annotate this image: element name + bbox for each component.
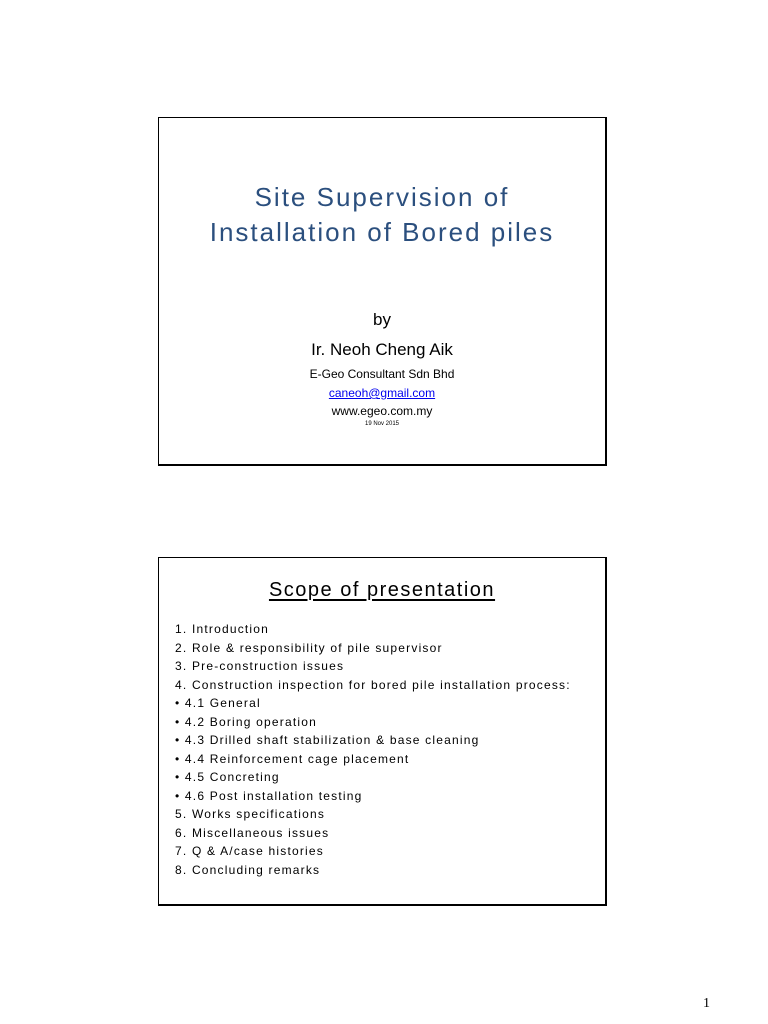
list-item: 8. Concluding remarks	[175, 862, 321, 877]
list-item: • 4.2 Boring operation	[175, 714, 318, 729]
list-item: 1. Introduction	[175, 622, 270, 636]
list-item: • 4.6 Post installation testing	[175, 788, 363, 803]
scope-list	[175, 620, 571, 879]
website-text: www.egeo.com.my	[331, 404, 433, 418]
by-label: by	[373, 310, 391, 329]
presentation-title	[159, 180, 605, 250]
list-item: • 4.1 General	[175, 696, 261, 710]
presentation-date: 19 Nov 2015	[364, 421, 400, 427]
list-item: • 4.3 Drilled shaft stabilization & base cleaning	[175, 733, 480, 747]
list-item: 7. Q & A/case histories	[175, 844, 324, 858]
company-name: E-Geo Consultant Sdn Bhd	[309, 367, 455, 381]
email-row	[159, 386, 605, 400]
scope-title-text: Scope of presentation	[268, 579, 496, 601]
list-item: • 4.4 Reinforcement cage placement	[175, 751, 410, 766]
list-item: 4. Construction inspection for bored pile installation process:	[175, 677, 571, 692]
scope-title	[159, 579, 605, 602]
page-number: 1	[703, 996, 710, 1011]
title-line-1: Site Supervision of	[254, 182, 510, 212]
title-line-2: Installation of Bored piles	[209, 217, 555, 247]
list-item: • 4.5 Concreting	[175, 770, 280, 784]
list-item: 6. Miscellaneous issues	[175, 825, 330, 840]
email-link[interactable]: caneoh@gmail.com	[328, 386, 436, 400]
list-item: 3. Pre-construction issues	[175, 659, 345, 673]
scope-slide	[158, 557, 607, 906]
title-slide	[158, 117, 607, 466]
list-item: 5. Works specifications	[175, 807, 326, 821]
list-item: 2. Role & responsibility of pile supervisor	[175, 640, 443, 655]
author-name: Ir. Neoh Cheng Aik	[311, 340, 453, 359]
